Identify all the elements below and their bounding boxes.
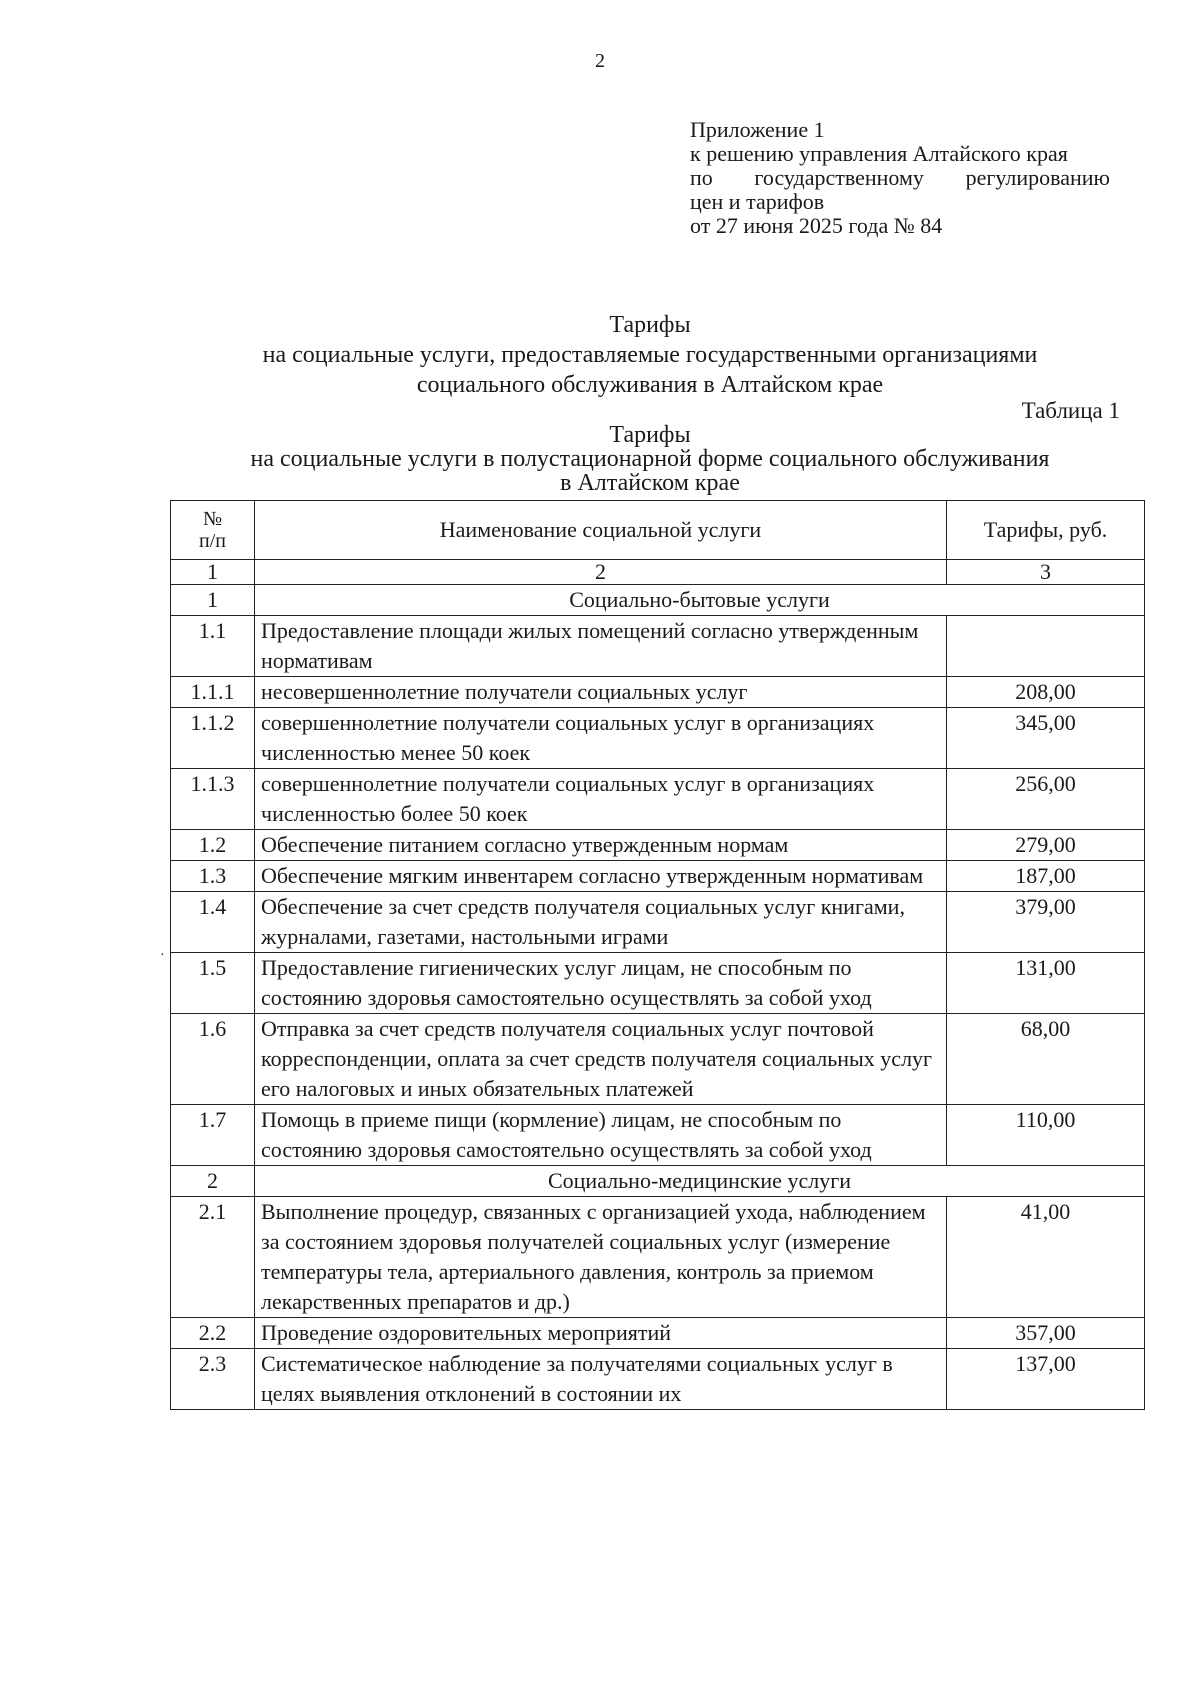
tariff-value: 137,00 bbox=[947, 1349, 1145, 1410]
row-number: 1.4 bbox=[171, 892, 255, 953]
row-number: 1.1.3 bbox=[171, 769, 255, 830]
page-number: 2 bbox=[595, 50, 605, 72]
table-row bbox=[171, 1014, 1145, 1105]
tariff-value: 379,00 bbox=[947, 892, 1145, 953]
header-name: Наименование социальной услуги bbox=[255, 501, 947, 560]
tariffs-table bbox=[170, 500, 1145, 1410]
tariff-value: 187,00 bbox=[947, 861, 1145, 892]
row-number: 1.5 bbox=[171, 953, 255, 1014]
tariff-value: 131,00 bbox=[947, 953, 1145, 1014]
table-row bbox=[171, 769, 1145, 830]
main-title bbox=[0, 310, 1200, 400]
main-title-line: Тарифы bbox=[609, 312, 691, 338]
service-name: Обеспечение питанием согласно утвержденным нормам bbox=[255, 830, 947, 861]
tariff-value: 41,00 bbox=[947, 1197, 1145, 1318]
tariff-value: 345,00 bbox=[947, 708, 1145, 769]
table-title-line: в Алтайском крае bbox=[560, 470, 740, 496]
service-name: Выполнение процедур, связанных с организацией ухода, наблюдением за состоянием здоровья получателей социальных услуг (измерение температуры тела, артериального давления, контроль за приемом лекарственных препаратов и др.) bbox=[255, 1197, 947, 1318]
service-name: Предоставление площади жилых помещений согласно утвержденным нормативам bbox=[255, 616, 947, 677]
main-title-line: на социальные услуги, предоставляемые государственными организациями bbox=[262, 342, 1038, 368]
row-number: 1.1 bbox=[171, 616, 255, 677]
row-number: 1.2 bbox=[171, 830, 255, 861]
service-name: Отправка за счет средств получателя социальных услуг почтовой корреспонденции, оплата за счет средств получателя социальных услуг его налоговых и иных обязательных платежей bbox=[255, 1014, 947, 1105]
table-body bbox=[171, 585, 1145, 1410]
header-num: № п/п bbox=[171, 501, 255, 560]
tariff-value: 357,00 bbox=[947, 1318, 1145, 1349]
table-row bbox=[171, 892, 1145, 953]
index-cell: 1 bbox=[171, 560, 255, 585]
tariff-value: 279,00 bbox=[947, 830, 1145, 861]
table-row bbox=[171, 1197, 1145, 1318]
main-title-line: социального обслуживания в Алтайском крае bbox=[416, 372, 884, 398]
table-title-line: на социальные услуги в полустационарной форме социального обслуживания bbox=[250, 446, 1050, 472]
table-row bbox=[171, 1318, 1145, 1349]
table-row bbox=[171, 830, 1145, 861]
table-row bbox=[171, 953, 1145, 1014]
row-number: 1.1.2 bbox=[171, 708, 255, 769]
appendix-line: к решению управления Алтайского края bbox=[690, 141, 1068, 166]
tariff-value: 256,00 bbox=[947, 769, 1145, 830]
appendix-line: по государственному регулированию bbox=[690, 165, 1110, 190]
appendix-title: Приложение 1 bbox=[690, 117, 825, 142]
appendix-date: от 27 июня 2025 года № 84 bbox=[690, 213, 943, 238]
scan-artifact: · bbox=[160, 948, 165, 963]
section-number: 1 bbox=[171, 585, 255, 616]
section-row bbox=[171, 585, 1145, 616]
section-title: Социально-медицинские услуги bbox=[255, 1166, 1145, 1197]
service-name: Систематическое наблюдение за получателями социальных услуг в целях выявления отклонений в состоянии их bbox=[255, 1349, 947, 1410]
table-row bbox=[171, 861, 1145, 892]
header-tariff: Тарифы, руб. bbox=[947, 501, 1145, 560]
table-title-line: Тарифы bbox=[609, 422, 691, 448]
table-label: Таблица 1 bbox=[1021, 398, 1120, 423]
row-number: 2.3 bbox=[171, 1349, 255, 1410]
service-name: Обеспечение за счет средств получателя социальных услуг книгами, журналами, газетами, настольными играми bbox=[255, 892, 947, 953]
table-row bbox=[171, 677, 1145, 708]
service-name: совершеннолетние получатели социальных услуг в организациях численностью более 50 коек bbox=[255, 769, 947, 830]
section-number: 2 bbox=[171, 1166, 255, 1197]
table-row bbox=[171, 1105, 1145, 1166]
table-row bbox=[171, 708, 1145, 769]
row-number: 1.7 bbox=[171, 1105, 255, 1166]
index-cell: 3 bbox=[947, 560, 1145, 585]
row-number: 1.1.1 bbox=[171, 677, 255, 708]
service-name: Предоставление гигиенических услуг лицам, не способным по состоянию здоровья самостоятельно осуществлять за собой уход bbox=[255, 953, 947, 1014]
index-cell: 2 bbox=[255, 560, 947, 585]
row-number: 2.1 bbox=[171, 1197, 255, 1318]
tariff-value: 208,00 bbox=[947, 677, 1145, 708]
table-row bbox=[171, 616, 1145, 677]
table-index-row bbox=[171, 560, 1145, 585]
table-row bbox=[171, 1349, 1145, 1410]
row-number: 1.6 bbox=[171, 1014, 255, 1105]
row-number: 1.3 bbox=[171, 861, 255, 892]
tariff-value: 110,00 bbox=[947, 1105, 1145, 1166]
appendix-line: цен и тарифов bbox=[690, 189, 825, 214]
service-name: несовершеннолетние получатели социальных услуг bbox=[255, 677, 947, 708]
service-name: Помощь в приеме пищи (кормление) лицам, не способным по состоянию здоровья самостоятельно осуществлять за собой уход bbox=[255, 1105, 947, 1166]
service-name: Проведение оздоровительных мероприятий bbox=[255, 1318, 947, 1349]
section-title: Социально-бытовые услуги bbox=[255, 585, 1145, 616]
service-name: совершеннолетние получатели социальных услуг в организациях численностью менее 50 коек bbox=[255, 708, 947, 769]
tariff-value: 68,00 bbox=[947, 1014, 1145, 1105]
appendix-block bbox=[690, 118, 1110, 238]
row-number: 2.2 bbox=[171, 1318, 255, 1349]
service-name: Обеспечение мягким инвентарем согласно утвержденным нормативам bbox=[255, 861, 947, 892]
tariff-value bbox=[947, 616, 1145, 677]
table-header-row bbox=[171, 501, 1145, 560]
table-title bbox=[0, 423, 1200, 495]
section-row bbox=[171, 1166, 1145, 1197]
